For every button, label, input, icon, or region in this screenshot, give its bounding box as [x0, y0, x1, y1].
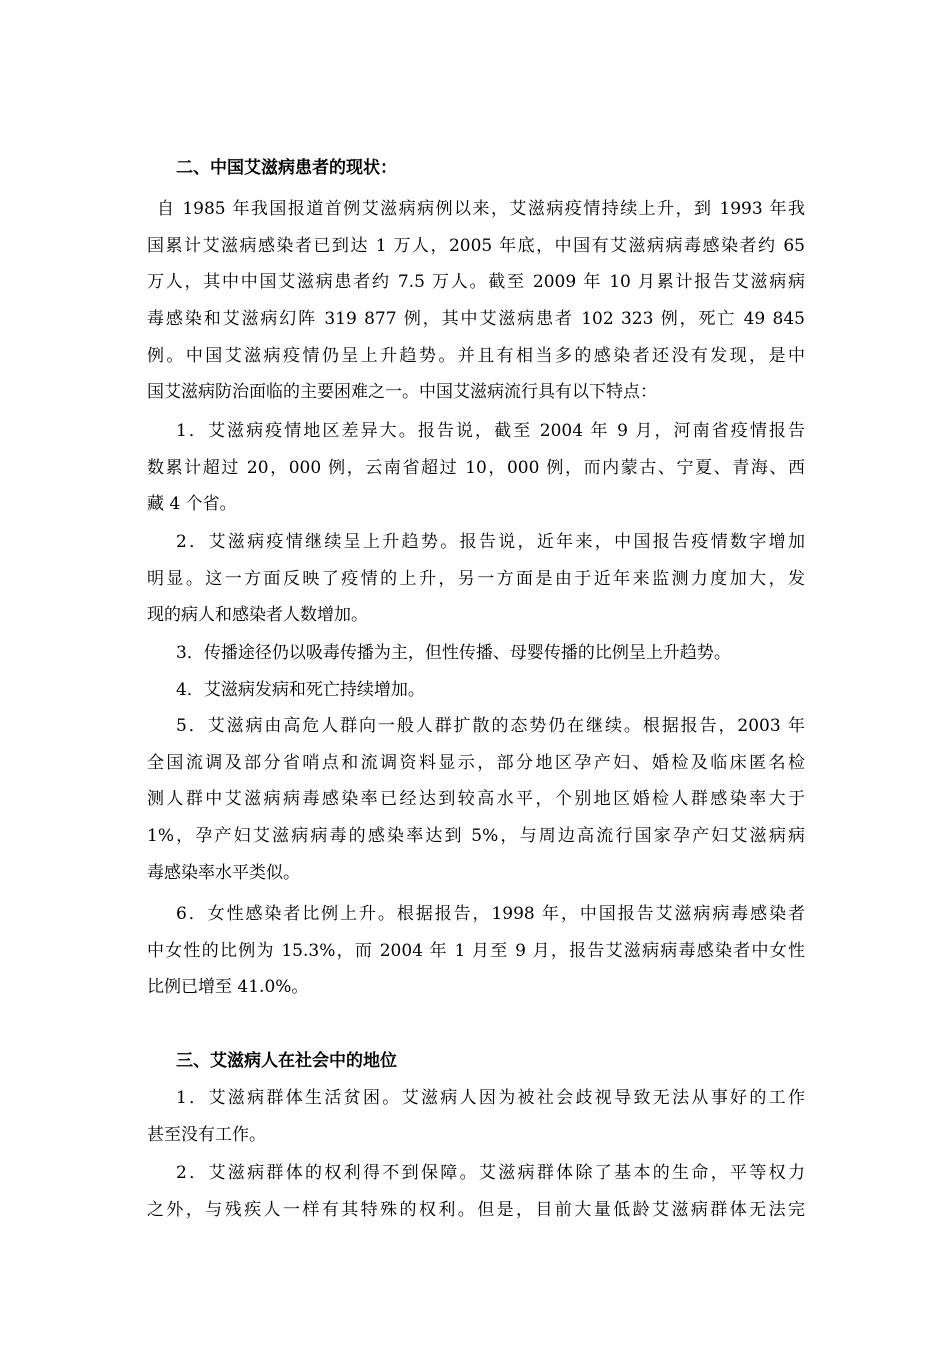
text-line: 2．艾滋病疫情继续呈上升趋势。报告说，近年来，中国报告疫情数字增加: [176, 532, 805, 552]
text-line: 3．传播途径仍以吸毒传播为主，但性传播、母婴传播的比例呈上升趋势。: [176, 643, 731, 663]
text-line: 藏 4 个省。: [147, 494, 237, 515]
section-2-heading: 二、中国艾滋病患者的现状：: [176, 158, 397, 178]
text-line: 之外，与残疾人一样有其特殊的权利。但是，目前大量低龄艾滋病群体无法完: [147, 1199, 805, 1220]
text-line: 中女性的比例为 15.3%，而 2004 年 1 月至 9 月，报告艾滋病病毒感染者中女性: [147, 940, 805, 961]
text-line: 现的病人和感染者人数增加。: [147, 605, 368, 626]
text-line: 万人，其中中国艾滋病患者约 7.5 万人。截至 2009 年 10 月累计报告艾滋病病: [147, 272, 805, 293]
text-line: 4．艾滋病发病和死亡持续增加。: [176, 680, 425, 700]
text-line: 全国流调及部分省哨点和流调资料显示，部分地区孕产妇、婚检及临床匿名检: [147, 752, 805, 773]
section-2-point-4: [147, 672, 805, 709]
text-line: 6．女性感染者比例上升。根据报告，1998 年，中国报告艾滋病病毒感染者: [176, 904, 805, 924]
text-line: 自 1985 年我国报道首例艾滋病病例以来，艾滋病疫情持续上升，到 1993 年我: [157, 199, 805, 219]
section-2-intro-paragraph: [147, 191, 805, 411]
section-3-heading: 三、艾滋病人在社会中的地位: [176, 1051, 397, 1071]
text-line: 1%，孕产妇艾滋病病毒的感染率达到 5%，与周边高流行国家孕产妇艾滋病病: [147, 826, 805, 847]
text-line: 国艾滋病防治面临的主要困难之一。中国艾滋病流行具有以下特点：: [147, 382, 657, 403]
text-line: 数累计超过 20，000 例，云南省超过 10，000 例，而内蒙古、宁夏、青海、西: [147, 457, 805, 478]
section-2-point-2: [147, 524, 805, 634]
section-3-point-2: [147, 1155, 805, 1228]
text-line: 甚至没有工作。: [147, 1124, 266, 1145]
section-2-point-6: [147, 896, 805, 1006]
section-2-point-3: [147, 635, 805, 672]
text-line: 2．艾滋病群体的权利得不到保障。艾滋病群体除了基本的生命，平等权力: [176, 1163, 805, 1183]
text-line: 毒感染和艾滋病幻阵 319 877 例，其中艾滋病患者 102 323 例，死亡 49 845: [147, 309, 805, 330]
text-line: 毒感染率水平类似。: [147, 862, 300, 883]
text-line: 明显。这一方面反映了疫情的上升，另一方面是由于近年来监测力度加大，发: [147, 568, 805, 589]
text-line: 测人群中艾滋病病毒感染率已经达到较高水平，个别地区婚检人群感染率大于: [147, 789, 805, 810]
text-line: 5．艾滋病由高危人群向一般人群扩散的态势仍在继续。根据报告，2003 年: [176, 716, 805, 736]
text-line: 1．艾滋病疫情地区差异大。报告说，截至 2004 年 9 月，河南省疫情报告: [176, 421, 805, 441]
text-line: 1．艾滋病群体生活贫困。艾滋病人因为被社会歧视导致无法从事好的工作: [176, 1088, 805, 1108]
section-2-point-5: [147, 708, 805, 891]
text-line: 比例已增至 41.0%。: [147, 977, 309, 998]
section-2-point-1: [147, 413, 805, 523]
text-line: 国累计艾滋病感染者已到达 1 万人，2005 年底，中国有艾滋病病毒感染者约 65: [147, 235, 805, 256]
text-line: 例。中国艾滋病疫情仍呈上升趋势。并且有相当多的感染者还没有发现，是中: [147, 345, 805, 366]
section-3-point-1: [147, 1080, 805, 1153]
